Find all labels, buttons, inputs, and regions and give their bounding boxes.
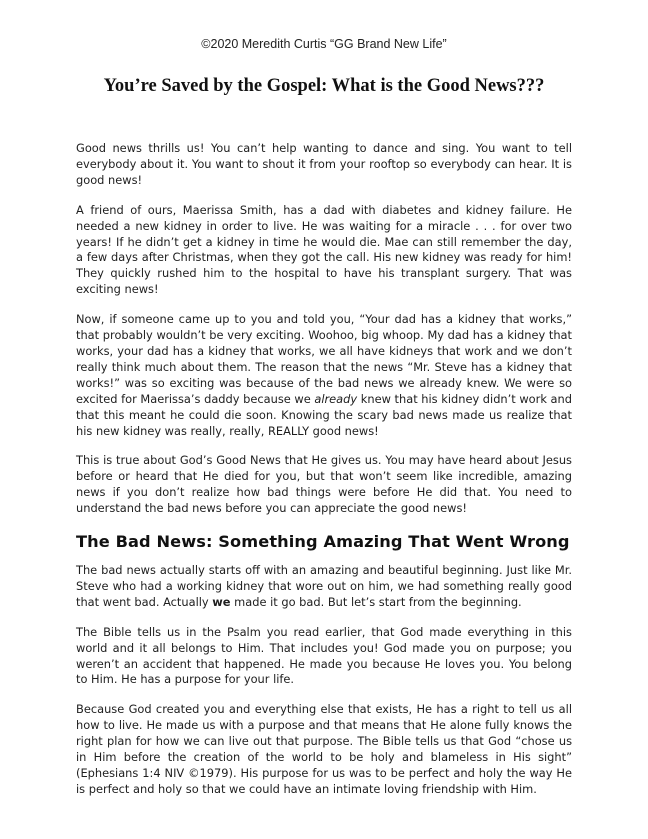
paragraph-text: made it go bad. But let’s start from the beginning. [230,594,522,609]
paragraph-gods-purpose: Because God created you and everything else that exists, He has a right to tell us all how to live. He made us with a purpose and that means that He alone fully knows the right plan for how we can live out that purpose. The Bible tells us that God “chose us in Him before the creation of the world to be holy and blameless in His sight” (Ephesians 1:4 NIV ©1979). His purpose for us was to be perfect and holy the way He is perfect and holy so that we could have an intimate loving friendship with Him. [76,702,572,796]
paragraph-text: Now, if someone came up to you and told you, “Your dad has a kidney that works,” that probably wouldn’t be very exciting. Woohoo, big whoop. My dad has a kidney that works, your dad has a kidney that works, we all have kidneys that work and we don’t really think much about them. The reason that the news “Mr. Steve has a kidney that works!” was so exciting was because of the bad news we already knew. We were so excited for Maerissa’s daddy because we [76,312,572,406]
paragraph-text: The bad news actually starts off with an amazing and beautiful beginning. Just like Mr. Steve who had a working kidney that wore out on him, we had something really good that went bad. Actually [76,563,572,609]
paragraph-bad-news-start [76,563,572,611]
emphasis-already: already [314,391,358,406]
paragraph-kidney-story: A friend of ours, Maerissa Smith, has a dad with diabetes and kidney failure. He needed a new kidney in order to live. He was waiting for a miracle . . . for over two years! If he didn’t get a kidney in time he would die. Mae can still remember the day, a few days after Christmas, when they got the call. His new kidney was ready for him! They quickly rushed him to the hospital to have his transplant surgery. That was exciting news! [76,202,572,297]
emphasis-we: we [212,594,231,609]
paragraph-good-news: Good news thrills us! You can’t help wanting to dance and sing. You want to tell everybody about it. You want to shout it from your rooftop so everybody can hear. It is good news! [76,141,572,187]
paragraph-exciting-news [76,312,572,439]
copyright-header: ©2020 Meredith Curtis “GG Brand New Life” [201,37,447,51]
paragraph-god-made-you: The Bible tells us in the Psalm you read earlier, that God made everything in this world and it all belongs to Him. That includes you! God made you on purpose; you weren’t an accident that happened. He made you because He loves you. You belong to Him. He has a purpose for your life. [76,624,572,687]
section-heading: The Bad News: Something Amazing That Went Wrong [76,532,570,552]
paragraph-text: knew that his kidney didn’t work and that this meant he could die soon. Knowing the scary bad news made us realize that his new kidney was really, really, REALLY good news! [76,391,572,438]
page-title: You’re Saved by the Gospel: What is the Good News??? [103,76,545,96]
body-text [76,141,572,812]
paragraph-gods-good-news: This is true about God’s Good News that He gives us. You may have heard about Jesus before or heard that He died for you, but that won’t seem like incredible, amazing news if you don’t realize how bad things were before He did that. You need to understand the bad news before you can appreciate the good news! [76,453,572,516]
